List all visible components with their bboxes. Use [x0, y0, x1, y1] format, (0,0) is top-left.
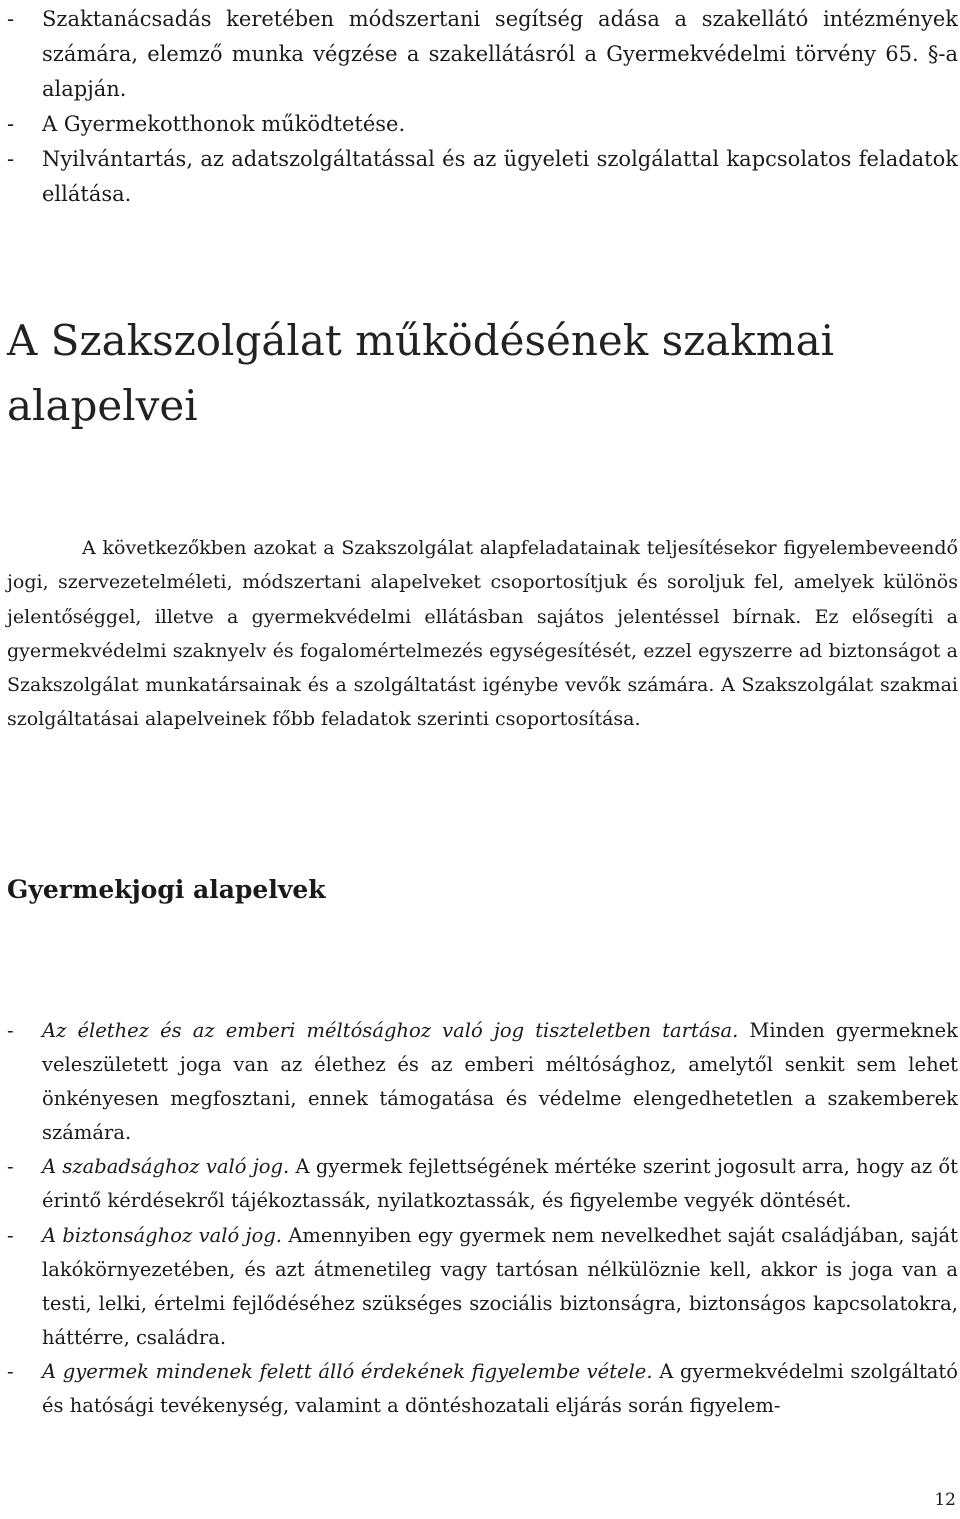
list-dash: -	[7, 1359, 14, 1383]
list-item	[7, 107, 958, 142]
right-text: A gyermekvédelmi szolgáltató és hatósági tevékenység, valamint a döntéshozatali eljárás során figyelem-	[42, 1359, 958, 1418]
right-text: A gyermek fejlettségének mértéke szerint jogosult arra, hogy az őt érintő kérdésekről tájékoztassák, nyilatkoztassák, és figyelembe vegyék döntését.	[42, 1155, 958, 1213]
document-page	[7, 0, 958, 1519]
list-item-text: Szaktanácsadás keretében módszertani segítség adása a szakellátó intézmények számára, elemző munka végzése a szakellátásról a Gyermekvédelmi törvény 65. §-a alapján.	[42, 7, 958, 101]
task-list	[7, 2, 958, 212]
right-title: A gyermek mindenek felett álló érdekének figyelembe vétele.	[42, 1359, 653, 1383]
rights-list	[7, 1014, 958, 1423]
list-dash: -	[7, 1019, 14, 1042]
list-dash: -	[7, 1155, 14, 1179]
right-text: Amennyiben egy gyermek nem nevelkedhet saját családjában, saját lakókörnyezetében, és azt átmenetileg vagy tartósan nélkülöznie kell, akkor is joga van a testi, lelki, értelmi fejlődéséhez szükséges szociális biztonságra, biztonságos kapcsolatokra, háttérre, családra.	[42, 1223, 958, 1349]
list-item	[7, 1150, 958, 1218]
list-dash: -	[7, 147, 15, 171]
list-item	[7, 142, 958, 212]
list-dash: -	[7, 1223, 14, 1247]
section-heading: A Szakszolgálat működésének szakmai alapelvei	[7, 316, 835, 430]
right-title: A szabadsághoz való jog.	[42, 1155, 290, 1179]
list-item-text: A Gyermekotthonok működtetése.	[42, 112, 406, 136]
page-number: 12	[934, 1490, 956, 1510]
intro-paragraph: A következőkben azokat a Szakszolgálat alapfeladatainak teljesítésekor figyelembeveendő jogi, szervezetelméleti, módszertani alapelveket csoportosítjuk és soroljuk fel, amelyek különös jelentőséggel, illetve a gyermekvédelmi ellátásban sajátos jelentéssel bírnak. Ez elősegíti a gyermekvédelmi szaknyelv és fogalomértelmezés egységesítését, ezzel egyszerre ad biztonságot a Szakszolgálat munkatársainak és a szolgáltatást igénybe vevők számára. A Szakszolgálat szakmai szolgáltatásai alapelveinek főbb feladatok szerinti csoportosítása.	[7, 537, 958, 731]
list-dash: -	[7, 7, 15, 31]
right-title: A biztonsághoz való jog.	[42, 1223, 282, 1247]
list-item	[7, 1014, 958, 1150]
subsection-heading: Gyermekjogi alapelvek	[7, 875, 326, 904]
list-item	[7, 1219, 958, 1355]
list-item	[7, 2, 958, 107]
list-item	[7, 1355, 958, 1423]
right-text: Minden gyermeknek veleszületett joga van az élethez és az emberi méltósághoz, amelytől senkit sem lehet önkényesen megfosztani, ennek támogatása és védelme elengedhetetlen a szakemberek számára.	[42, 1019, 958, 1145]
right-title: Az élethez és az emberi méltósághoz való jog tiszteletben tartása.	[42, 1019, 739, 1042]
list-item-text: Nyilvántartás, az adatszolgáltatással és az ügyeleti szolgálattal kapcsolatos feladatok ellátása.	[42, 147, 958, 206]
list-dash: -	[7, 112, 15, 136]
